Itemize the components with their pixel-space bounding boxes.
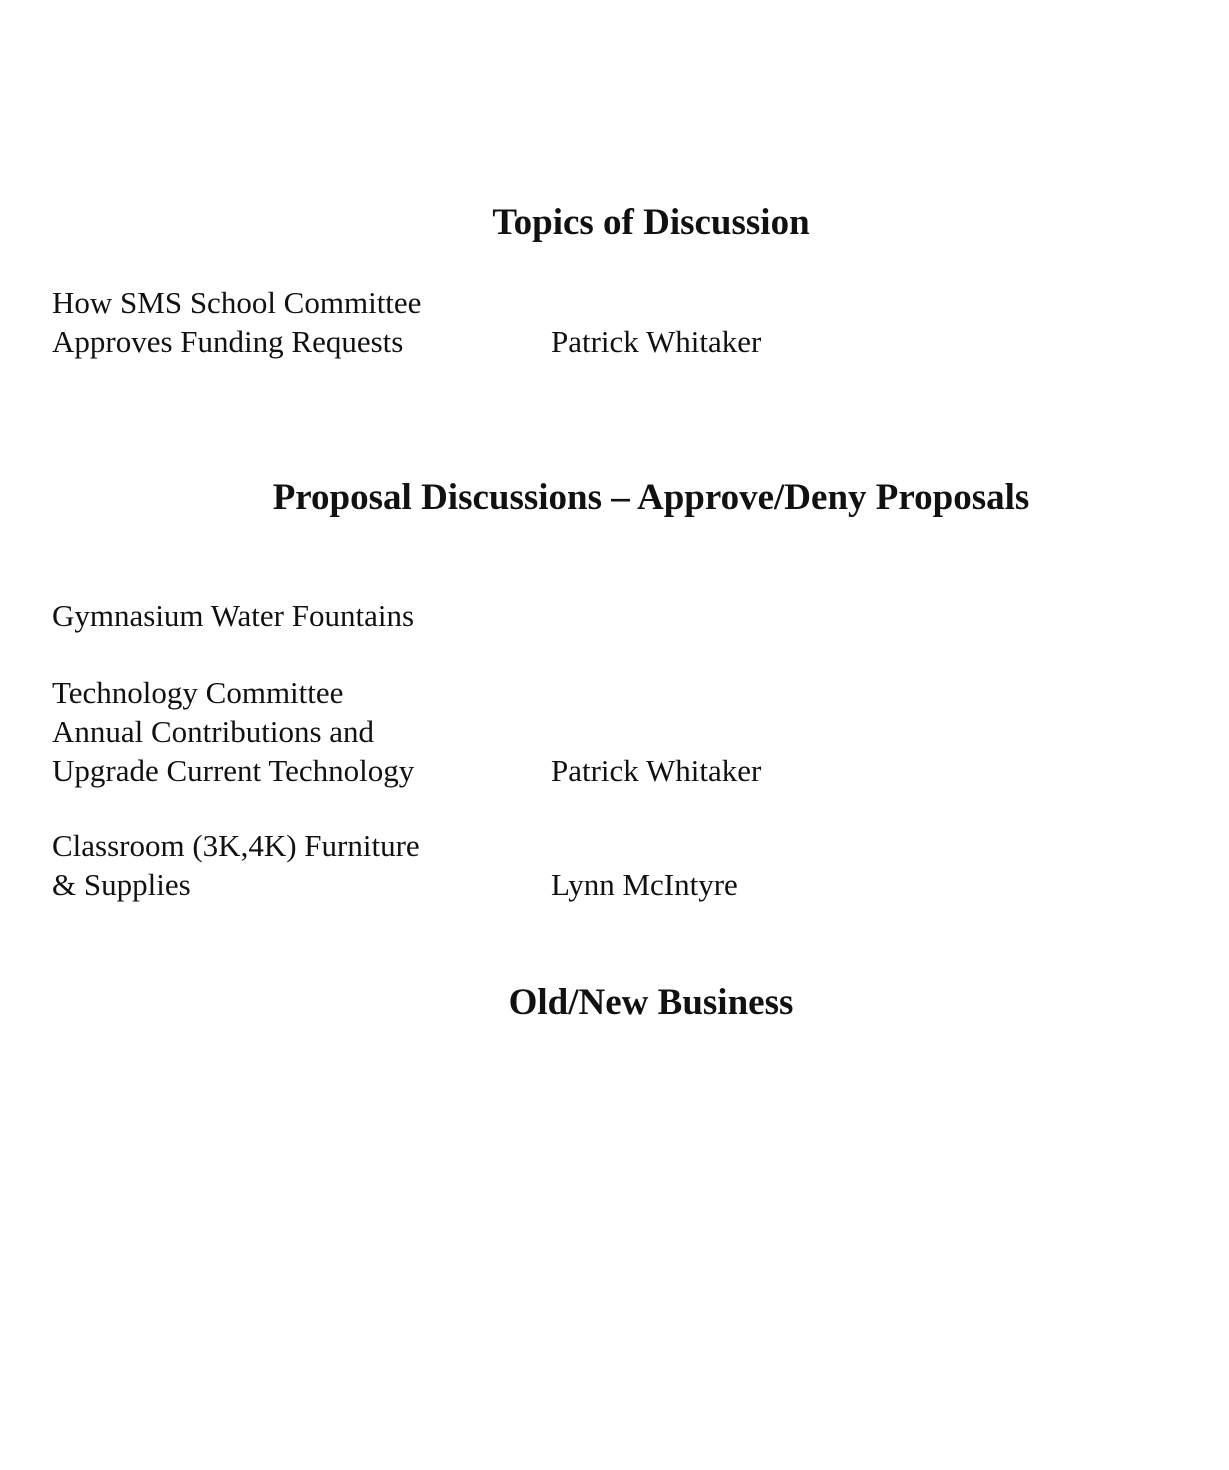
business-heading: Old/New Business (508, 982, 794, 1023)
proposal-item-line: Gymnasium Water Fountains (52, 598, 415, 633)
topic-item-line: How SMS School Committee (52, 285, 422, 320)
proposal-item-line: Upgrade Current Technology (52, 753, 415, 788)
proposal-item-line: & Supplies (52, 867, 191, 902)
proposal-item-line: Annual Contributions and (52, 714, 375, 749)
proposal-item-presenter: Lynn McIntyre (551, 867, 738, 902)
topics-heading: Topics of Discussion (492, 202, 810, 243)
proposal-item-presenter: Patrick Whitaker (551, 753, 762, 788)
proposal-item-line: Classroom (3K,4K) Furniture (52, 828, 420, 863)
proposal-item-water-fountains (52, 596, 414, 635)
proposal-item-technology (52, 673, 414, 790)
topic-item-line: Approves Funding Requests (52, 324, 404, 359)
proposal-item-line: Technology Committee (52, 675, 344, 710)
proposals-heading: Proposal Discussions – Approve/Deny Proposals (272, 477, 1030, 518)
topic-item-presenter: Patrick Whitaker (551, 324, 762, 359)
proposal-item-classroom-furniture (52, 826, 420, 904)
topic-item-funding-requests (52, 283, 421, 361)
